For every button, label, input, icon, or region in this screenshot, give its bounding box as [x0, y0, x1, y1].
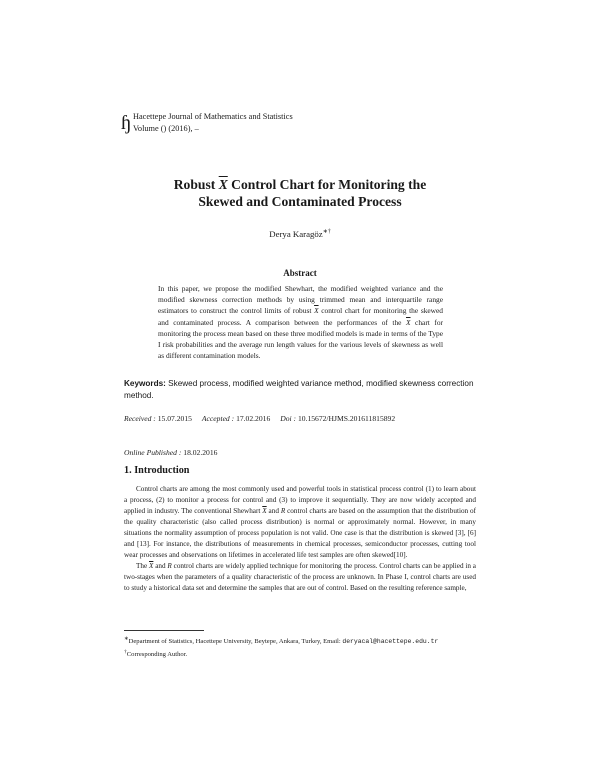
accepted-date: 17.02.2016 — [236, 414, 271, 423]
intro-paragraph-2: The $\overline{X}$ and R control charts are widely applied technique for monitoring the process. Control charts can be applied in a two-stages when the parameters of a quality characteristic of the process are unknown. In Phase I, control charts are used to study a historical data set and determine the samples that are out of control. Based on the resulting reference sample, — [124, 562, 476, 592]
footnote-corresponding: †Corresponding Author. — [124, 649, 188, 659]
doi: 10.15672/HJMS.201611815892 — [297, 414, 396, 423]
introduction-text — [124, 484, 476, 594]
journal-header — [133, 111, 293, 135]
footnote-divider — [124, 630, 204, 631]
publication-dates: Received : 15.07.2015 Accepted : 17.02.2016 Doi : 10.15672/HJMS.201611815892 — [124, 414, 396, 423]
footnote-affiliation: ∗Department of Statistics, Hacettepe University, Beytepe, Ankara, Turkey, Email: deryacal@hacettepe.edu.tr — [124, 636, 439, 646]
keywords-text: Skewed process, modified weighted variance method, modified skewness correction method. — [124, 379, 474, 400]
keywords-label: Keywords: — [124, 379, 166, 388]
section-heading-introduction: 1. Introduction — [124, 465, 190, 476]
footnotes — [124, 634, 476, 661]
keywords — [124, 378, 476, 402]
abstract-heading: Abstract — [283, 268, 317, 278]
x-bar-symbol: $\overline{X}$ — [218, 177, 228, 192]
abstract-body: In this paper, we propose the modified Shewhart, the modified weighted variance and the modified skewness correction methods by using trimmed mean and interquartile range estimators to construct the control limits of robust $\overline{X}$ control chart for monitoring the skewed and contaminated process. A comparison between the performances of the $\overline{X}$ chart for monitoring the process mean based on these three modified models is made in terms of the Type I risk probabilities and the average run length values for the various levels of skewness as well as different contamination models. — [158, 284, 443, 361]
author-footnote-marks: ∗† — [322, 229, 331, 235]
author-email: deryacal@hacettepe.edu.tr — [342, 638, 439, 646]
online-published: Online Published : 18.02.2016 — [124, 448, 218, 457]
paper-title: Robust $\overline{X}$ Control Chart for Monitoring the Skewed and Contaminated Process — [173, 177, 427, 209]
intro-paragraph-1: Control charts are among the most commonly used and powerful tools in statistical process control (1) to learn about a process, (2) to monitor a process for control and (3) to improve it sequentially. They are now widely accepted and applied in industry. The conventional Shewhart $\overline{X}$ and R control charts are based on the assumption that the distribution of the quality characteristic (also called process distribution) is normal or approximately normal. However, in many situations the normality assumption of process population is not valid. One case is that the distribution is skewed [3], [6] and [13]. For instance, the distributions of measurements in chemical processes, semiconductor processes, cutting tool wear processes and observations on lifetimes in accelerated life test samples are often skewed[10]. — [124, 485, 476, 559]
author-name: Derya Karagöz∗† — [269, 228, 331, 239]
journal-volume: Volume () (2016), – — [133, 124, 199, 133]
received-date: 15.07.2015 — [157, 414, 192, 423]
journal-name: Hacettepe Journal of Mathematics and Statistics — [133, 112, 293, 121]
journal-logo: ɧ — [121, 112, 131, 134]
